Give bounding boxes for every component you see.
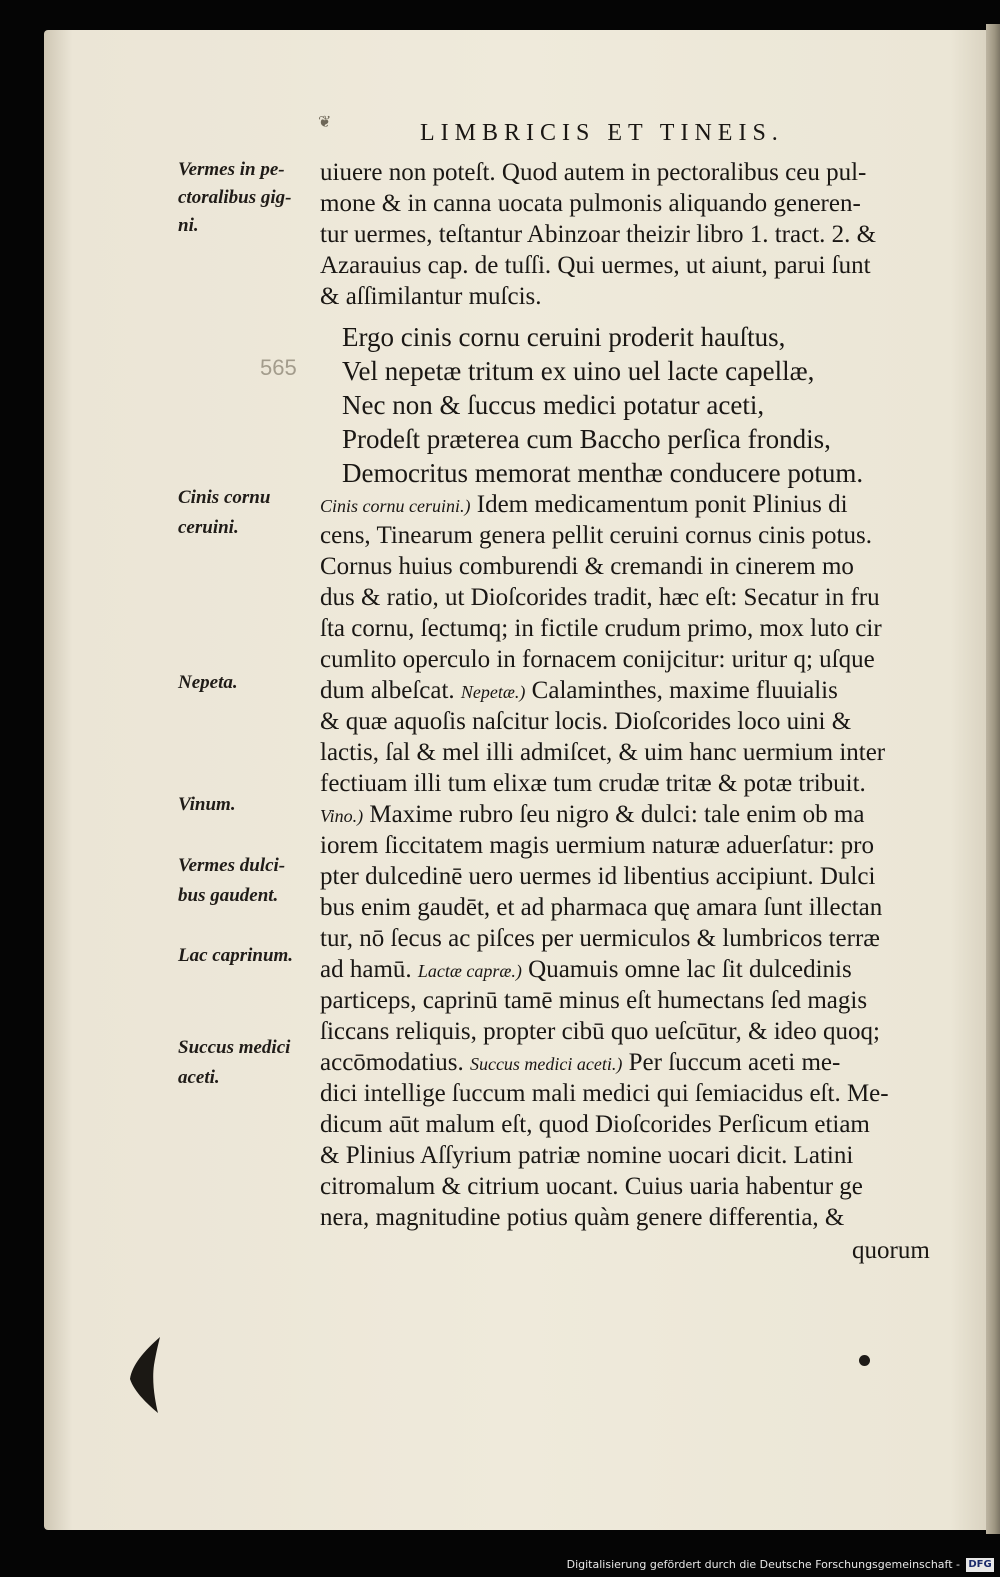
margin-note: ceruini. [178,517,239,538]
line-text: ad hamū. [320,956,418,983]
line-text: dum albeſcat. [320,677,461,704]
body-line: cens, Tinearum genera pellit ceruini cornus cinis potus. [320,522,872,549]
verse-line: Nec non & ſuccus medici potatur aceti, [342,390,765,420]
lemma: Nepetæ.) [460,682,526,702]
line-text: Maxime rubro ſeu nigro & dulci: tale enim ob ma [363,801,865,828]
line-text: Quamuis omne lac ſit dulcedinis [521,956,852,983]
body-line: mone & in canna uocata pulmonis aliquando generen- [320,190,861,217]
body-line: & aſſimilantur muſcis. [320,283,542,310]
margin-note: bus gaudent. [178,885,279,906]
body-line: & Plinius Aſſyrium patriæ nomine uocari dicit. Latini [320,1142,854,1169]
line-text: Per ſuccum aceti me- [622,1049,841,1076]
body-line: uiuere non poteſt. Quod autem in pectoralibus ceu pul- [320,159,867,186]
body-line: nera, magnitudine potius quàm genere differentia, & [320,1204,845,1231]
verse-line: Ergo cinis cornu ceruini proderit hauſtus, [342,322,786,352]
line-text: accōmodatius. [320,1049,470,1076]
margin-note: Vinum. [178,794,236,815]
body-line: cumlito operculo in fornacem conijcitur: uritur q; uſque [320,646,875,673]
margin-note: ni. [178,215,199,236]
body-line: dus & ratio, ut Dioſcorides tradit, hæc eſt: Secatur in fru [320,584,880,611]
catchword: quorum [852,1237,930,1264]
body-line: Azarauius cap. de tuſſi. Qui uermes, ut aiunt, parui ſunt [320,252,871,279]
margin-note: Vermes in pe- [178,159,285,180]
body-line: ſta cornu, ſectumq; in fictile crudum primo, mox luto cir [320,615,882,642]
margin-note: aceti. [178,1067,220,1088]
body-line: bus enim gaudēt, et ad pharmaca quę amara ſunt illectan [320,894,883,921]
body-line: dicum aūt malum eſt, quod Dioſcorides Perſicum etiam [320,1111,870,1138]
body-line [320,490,848,521]
lemma: Lactæ capræ.) [417,961,522,981]
ink-dot [859,1355,870,1366]
running-head: LIMBRICIS ET TINEIS. [420,120,784,146]
body-line: particeps, caprinū tamē minus eſt humectans ſed magis [320,987,868,1014]
lemma: Cinis cornu ceruini.) [320,496,471,516]
page-edge [986,24,1000,1534]
body-line: lactis, ſal & mel illi admiſcet, & uim hanc uermium inter [320,739,886,766]
body-line: pter dulcedinē uero uermes id libentius accipiunt. Dulci [320,863,876,890]
body-line [320,955,852,986]
margin-note: Lac caprinum. [178,945,294,966]
margin-note: Nepeta. [178,672,238,693]
body-line: citromalum & citrium uocant. Cuius uaria habentur ge [320,1173,863,1200]
body-line: tur, nō ſecus ac piſces per uermiculos & lumbricos terræ [320,925,880,952]
body-line: fectiuam illi tum elixæ tum crudæ tritæ & potæ tribuit. [320,770,866,797]
body-line: dici intellige ſuccum mali medici qui ſemiacidus eſt. Me- [320,1080,889,1107]
body-line [320,800,864,831]
body-line: ſiccans reliquis, propter cibū quo ueſcūtur, & ideo quoq; [320,1018,880,1045]
line-text: Calaminthes, maxime fluuialis [525,677,838,704]
body-line: Cornus huius comburendi & cremandi in cinerem mo [320,553,854,580]
margin-note: Vermes dulci- [178,855,286,876]
pencil-number: 565 [260,355,297,380]
header-ornament: ❦ [318,114,332,131]
lemma: Vino.) [320,806,364,826]
lemma: Succus medici aceti.) [469,1054,623,1074]
line-text: Idem medicamentum ponit Plinius di [470,491,848,518]
body-line [320,676,838,707]
verse-line: Prodeſt præterea cum Baccho perſica frondis, [342,424,831,454]
verse-line: Vel nepetæ tritum ex uino uel lacte capellæ, [342,356,815,386]
verse-line: Democritus memorat menthæ conducere potum. [342,458,864,488]
body-line: tur uermes, teſtantur Abinzoar theizir libro 1. tract. 2. & [320,221,877,248]
margin-note: Succus medici [178,1037,291,1058]
dfg-logo: DFG [966,1558,994,1572]
margin-note: ctoralibus gig- [178,187,292,208]
body-line: & quæ aquoſis naſcitur locis. Dioſcorides loco uini & [320,708,852,735]
body-line [320,1048,840,1079]
margin-note: Cinis cornu [178,487,271,508]
page-stain [124,1335,164,1415]
footer-credit: Digitalisierung gefördert durch die Deutsche Forschungsgemeinschaft - [566,1558,960,1571]
body-line: iorem ſiccitatem magis uermium naturæ aduerſatur: pro [320,832,874,859]
